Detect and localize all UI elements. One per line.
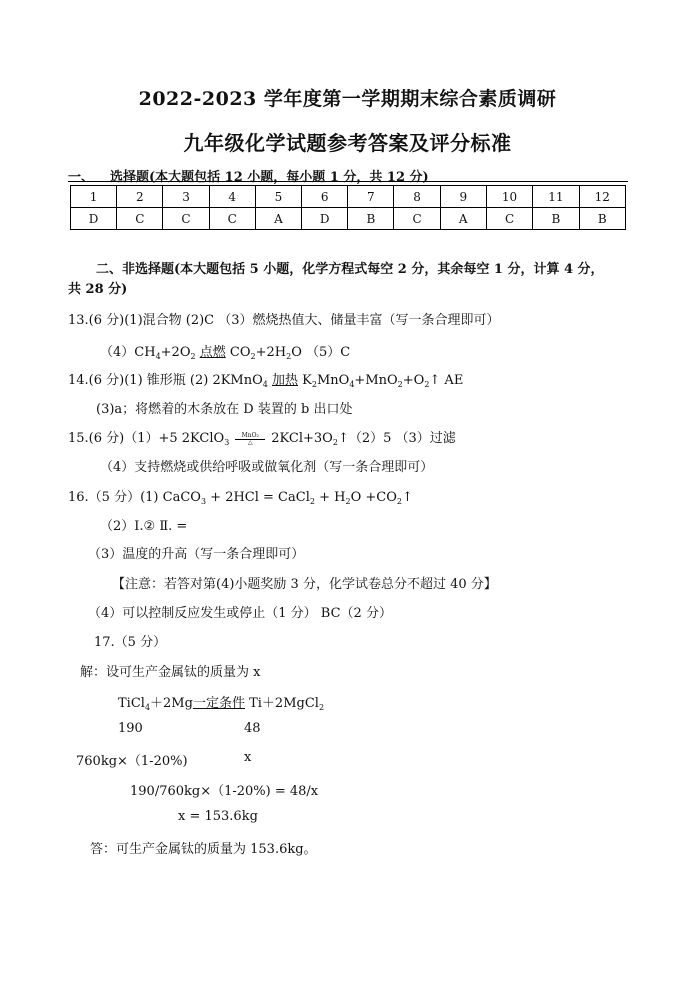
section1-rule (68, 181, 628, 182)
subscript: 4 (155, 352, 161, 361)
q17-result: x = 153.6kg (178, 809, 258, 824)
answer-cell: B (533, 208, 579, 230)
q16-line4: （4）可以控制反应发生或停止（1 分） BC（2 分） (88, 606, 392, 621)
answer-cell: B (348, 208, 394, 230)
text: TiCl (118, 696, 145, 711)
section1-title: 选择题(本大题包括 12 小题，每小题 1 分，共 12 分) (110, 170, 429, 185)
q17-heading: 17.（5 分） (94, 635, 167, 650)
subscript: 3 (224, 438, 230, 447)
question-number: 3 (163, 186, 209, 208)
text: O +CO (350, 490, 397, 505)
subscript: 2 (286, 352, 292, 361)
text: ↑ (401, 490, 413, 505)
text: Ti＋2MgCl (249, 696, 319, 711)
answer-cell: D (71, 208, 117, 230)
section1-heading (68, 166, 429, 185)
text: ↑ AE (429, 373, 464, 388)
subscript: 2 (309, 497, 315, 506)
text: （4）CH (100, 345, 156, 360)
question-number: 6 (302, 186, 348, 208)
q15-line1 (68, 427, 456, 446)
text: 16.（5 分）(1) CaCO (68, 490, 201, 505)
q17-ratio: 190/760kg×（1-20%) = 48/x (130, 784, 319, 799)
question-number: 11 (533, 186, 579, 208)
q17-mass2: 48 (244, 721, 261, 736)
page-title: 2022-2023 学年度第一学期期末综合素质调研 (138, 88, 557, 110)
answer-cell: C (163, 208, 209, 230)
subscript: 4 (349, 380, 355, 389)
text: +O (402, 373, 425, 388)
q17-value1: 760kg×（1-20%) (76, 754, 188, 769)
subscript: 4 (262, 380, 268, 389)
subscript: 2 (311, 380, 317, 389)
q14-line1 (68, 369, 463, 388)
q16-line2: （2）Ⅰ.② Ⅱ. = (100, 519, 188, 534)
text: MnO (316, 373, 350, 388)
text: +MnO (354, 373, 398, 388)
question-number: 7 (348, 186, 394, 208)
text: 15.(6 分)（1）+5 2KClO (68, 431, 225, 446)
text: +2H (255, 345, 287, 360)
text: ＋2Mg (150, 696, 193, 711)
text: +2O (160, 345, 191, 360)
q15-line2: （4）支持燃烧或供给呼吸或做氧化剂（写一条合理即可） (100, 460, 434, 475)
q14-line2: (3)a；将燃着的木条放在 D 装置的 b 出口处 (96, 402, 353, 417)
text: ↑（2）5 （3）过滤 (337, 431, 456, 446)
q17-mass1: 190 (118, 721, 143, 736)
q13-equation (100, 341, 350, 360)
q16-note: 【注意：若答对第(4)小题奖励 3 分，化学试卷总分不超过 40 分】 (112, 577, 497, 592)
subscript: 2 (250, 352, 256, 361)
section1-number: 一、 (68, 170, 95, 185)
answer-cell: C (486, 208, 532, 230)
subscript: 2 (345, 497, 351, 506)
text: + H (314, 490, 346, 505)
text: O （5）C (291, 345, 351, 360)
reaction-condition: 点燃 (199, 345, 226, 360)
question-number-row (71, 186, 626, 208)
page-subtitle: 九年级化学试题参考答案及评分标准 (183, 131, 512, 155)
answer-cell: D (302, 208, 348, 230)
subscript: 4 (144, 703, 151, 712)
text: 2KCl+3O (271, 431, 333, 446)
question-number: 9 (440, 186, 486, 208)
q13-line1: 13.(6 分)(1)混合物 (2)C （3）燃烧热值大、储量丰富（写一条合理即可） (68, 313, 500, 328)
q17-solution: 解：设可生产金属钛的质量为 x (80, 665, 261, 680)
subscript: 3 (200, 497, 207, 506)
text: + 2HCl = CaCl (206, 490, 310, 505)
heat-icon: △ (247, 438, 253, 446)
answer-cell: C (117, 208, 163, 230)
reaction-condition: 一定条件 (192, 696, 245, 711)
q17-answer: 答：可生产金属钛的质量为 153.6kg。 (90, 842, 317, 857)
question-number: 10 (486, 186, 532, 208)
subscript: 2 (190, 352, 196, 361)
subscript: 2 (332, 438, 338, 447)
catalyst-label: MnO₂ (241, 431, 259, 439)
answer-cell: C (394, 208, 440, 230)
q17-value2: x (244, 750, 252, 765)
answer-row (71, 208, 626, 230)
subscript: 2 (424, 380, 430, 389)
question-number: 12 (579, 186, 625, 208)
q16-line3: （3）温度的升高（写一条合理即可） (88, 547, 305, 562)
q16-line1 (68, 486, 413, 505)
answer-cell: C (209, 208, 255, 230)
reaction-condition: 加热 (272, 373, 299, 388)
answer-cell: A (255, 208, 301, 230)
text: CO (229, 345, 251, 360)
reaction-condition (235, 432, 265, 446)
subscript: 2 (318, 703, 325, 712)
subscript: 2 (396, 497, 402, 506)
section2-heading-line1: 二、非选择题(本大题包括 5 小题，化学方程式每空 2 分，其余每空 1 分，计算 4 分， (96, 262, 604, 277)
q17-equation (118, 692, 324, 711)
answer-cell: B (579, 208, 625, 230)
section2-heading-line2: 共 28 分) (68, 282, 128, 297)
text: 14.(6 分)(1) 锥形瓶 (2) 2KMnO (68, 373, 263, 388)
answer-table (70, 185, 626, 230)
question-number: 4 (209, 186, 255, 208)
question-number: 5 (255, 186, 301, 208)
subscript: 2 (397, 380, 403, 389)
question-number: 8 (394, 186, 440, 208)
question-number: 2 (117, 186, 163, 208)
question-number: 1 (71, 186, 117, 208)
text: K (302, 373, 312, 388)
answer-cell: A (440, 208, 486, 230)
